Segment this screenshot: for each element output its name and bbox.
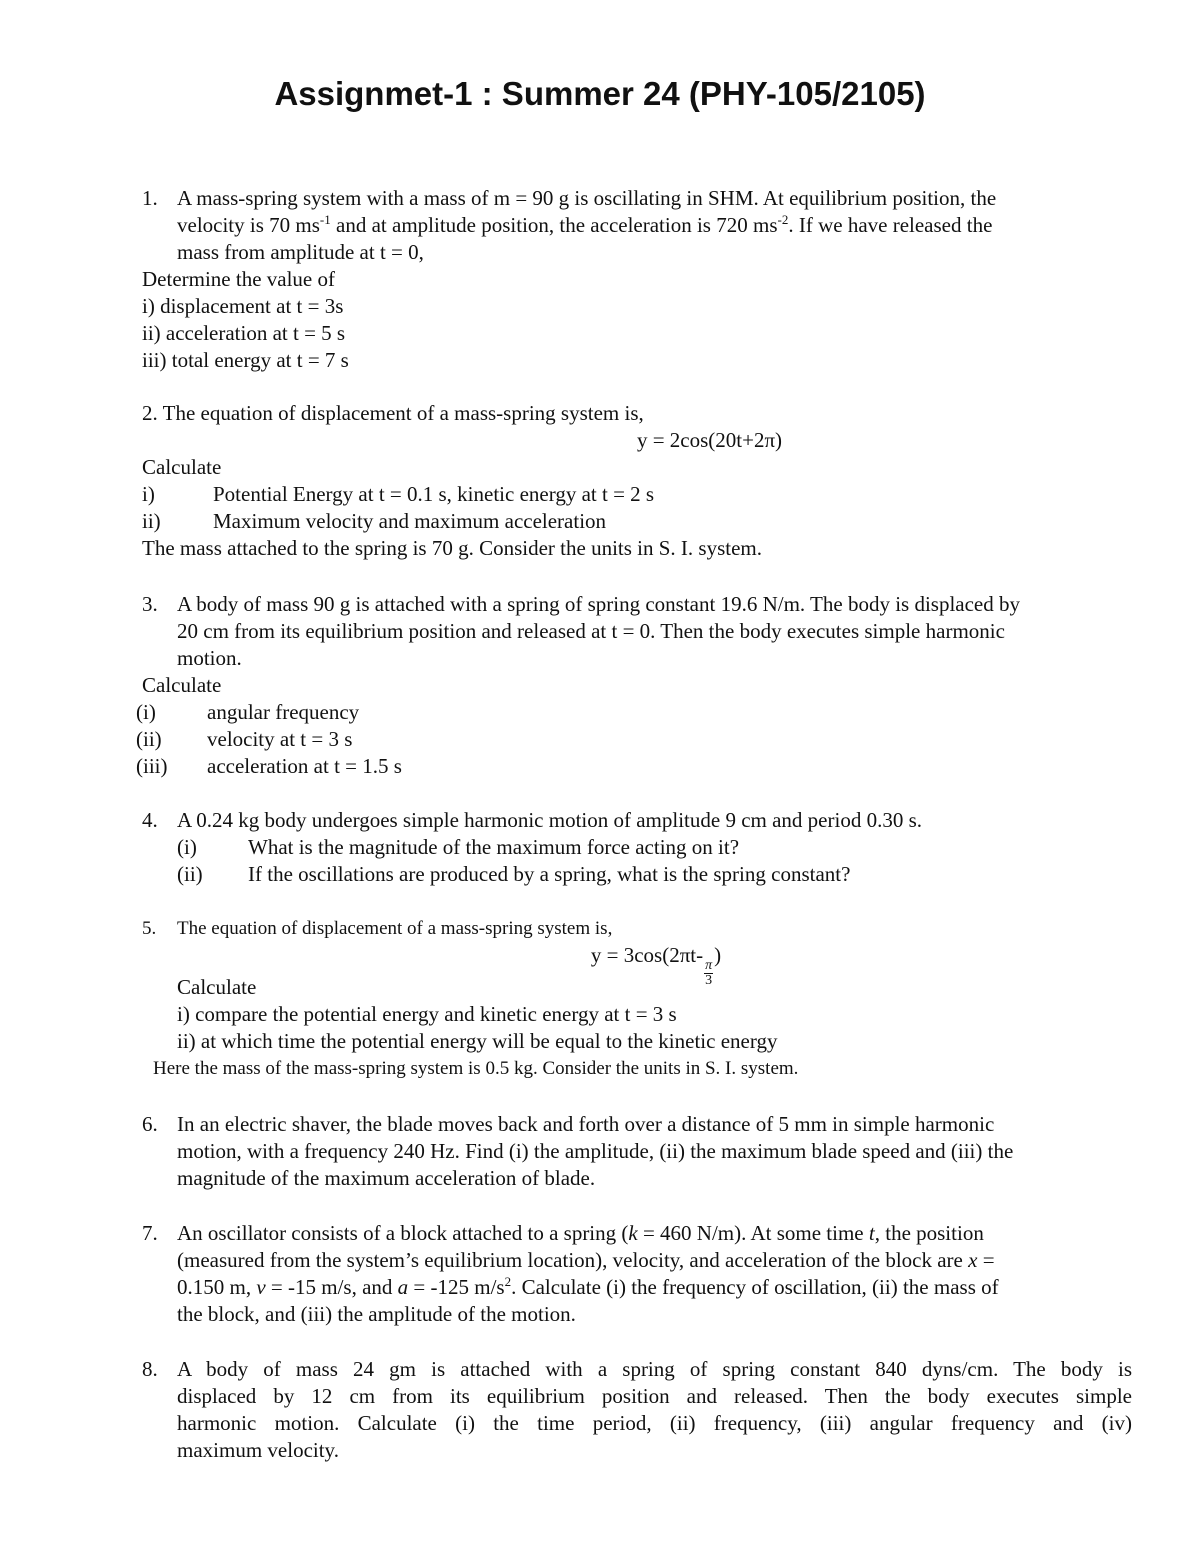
question-6 <box>142 1111 1132 1192</box>
sub-question: (ii) If the oscillations are produced by a spring, what is the spring constant? <box>177 862 851 886</box>
sub-question: (i) angular frequency <box>136 700 360 724</box>
question-3 <box>136 591 1132 780</box>
question-number: 4. <box>142 808 158 832</box>
question-text-line: velocity is 70 $ms^{-1}$ and at amplitude position, the acceleration is 720 $ms^{-2}$. If we have released the <box>177 212 993 237</box>
question-prompt: Calculate <box>142 455 222 479</box>
question-number: 1. <box>142 186 158 210</box>
question-text-line: maximum velocity. <box>177 1438 339 1462</box>
question-5 <box>142 915 1132 1082</box>
question-7 <box>142 1220 1132 1328</box>
question-1 <box>142 185 1132 374</box>
sub-question: ii) Maximum velocity and maximum acceleration <box>142 509 607 533</box>
pi-over-three-fraction: $\frac{\pi}{3}$ <box>705 958 713 988</box>
sub-question: ii) acceleration at t = 5 s <box>142 321 346 345</box>
sub-question: i) displacement at t = 3s <box>142 294 344 318</box>
question-text: A body of mass 90 g is attached with a spring of spring constant 19.6 N/m. The body is displaced by <box>177 592 1021 616</box>
question-note: The mass attached to the spring is 70 g. Consider the units in S. I. system. <box>142 536 763 560</box>
question-text: A mass-spring system with a mass of m = 90 g is oscillating in SHM. At equilibrium position, the <box>177 186 997 210</box>
question-text-line: motion. <box>177 646 242 670</box>
question-4 <box>142 807 1132 888</box>
page-title: Assignmet-1 : Summer 24 (PHY-105/2105) <box>274 75 926 112</box>
question-number: 7. <box>142 1221 158 1245</box>
question-text: The equation of displacement of a mass-spring system is, <box>177 918 613 939</box>
question-text-line: 0.150 m, v = -15 m/s, and a = -125 $m/s^2$. Calculate (i) the frequency of oscillation, (ii) the mass of <box>177 1274 999 1299</box>
question-2 <box>142 400 1132 562</box>
question-text-line: magnitude of the maximum acceleration of blade. <box>177 1166 596 1190</box>
sub-question: (iii) acceleration at t = 1.5 s <box>136 754 402 778</box>
question-prompt: Calculate <box>177 975 257 999</box>
question-number: 5. <box>142 918 157 939</box>
question-text-line: (measured from the system’s equilibrium location), velocity, and acceleration of the block are x = <box>177 1248 995 1272</box>
sub-question: ii) at which time the potential energy will be equal to the kinetic energy <box>177 1029 778 1053</box>
question-text: 2. The equation of displacement of a mass-spring system is, <box>142 401 644 425</box>
sub-question: (i) What is the magnitude of the maximum force acting on it? <box>177 835 740 859</box>
question-text: A body of mass 24 gm is attached with a spring of spring constant 840 dyns/cm. The body is <box>177 1357 1132 1381</box>
equation: y = 3cos(2πt- $\frac{\pi}{3}$ ) <box>590 943 722 988</box>
sub-question: i) Potential Energy at t = 0.1 s, kinetic energy at t = 2 s <box>142 482 655 506</box>
question-text-line: 20 cm from its equilibrium position and released at t = 0. Then the body executes simple harmonic <box>177 619 1005 643</box>
question-text-line: displaced by 12 cm from its equilibrium position and released. Then the body executes simple <box>177 1384 1132 1408</box>
question-text: In an electric shaver, the blade moves back and forth over a distance of 5 mm in simple harmonic <box>177 1112 995 1136</box>
question-text-line: mass from amplitude at t = 0, <box>177 240 424 264</box>
question-note: Here the mass of the mass-spring system is 0.5 kg. Consider the units in S. I. system. <box>153 1058 799 1079</box>
question-text-line: the block, and (iii) the amplitude of the motion. <box>177 1302 576 1326</box>
question-prompt: Determine the value of <box>142 267 335 291</box>
sub-question: (ii) velocity at t = 3 s <box>136 727 353 751</box>
question-number: 8. <box>142 1357 158 1381</box>
question-number: 6. <box>142 1112 158 1136</box>
question-prompt: Calculate <box>142 673 222 697</box>
equation: y = 2cos(20t+2π) <box>636 428 783 452</box>
question-text: A 0.24 kg body undergoes simple harmonic motion of amplitude 9 cm and period 0.30 s. <box>177 808 923 832</box>
sub-question: i) compare the potential energy and kinetic energy at t = 3 s <box>177 1002 677 1026</box>
question-number: 3. <box>142 592 158 616</box>
sub-question: iii) total energy at t = 7 s <box>142 348 349 372</box>
question-8 <box>142 1356 1132 1464</box>
question-text: An oscillator consists of a block attached to a spring (k = 460 N/m). At some time t, the position <box>177 1221 984 1245</box>
question-text-line: motion, with a frequency 240 Hz. Find (i) the amplitude, (ii) the maximum blade speed and (iii) the <box>177 1139 1014 1163</box>
question-text-line: harmonic motion. Calculate (i) the time period, (ii) frequency, (iii) angular frequency and (iv) <box>177 1411 1132 1435</box>
